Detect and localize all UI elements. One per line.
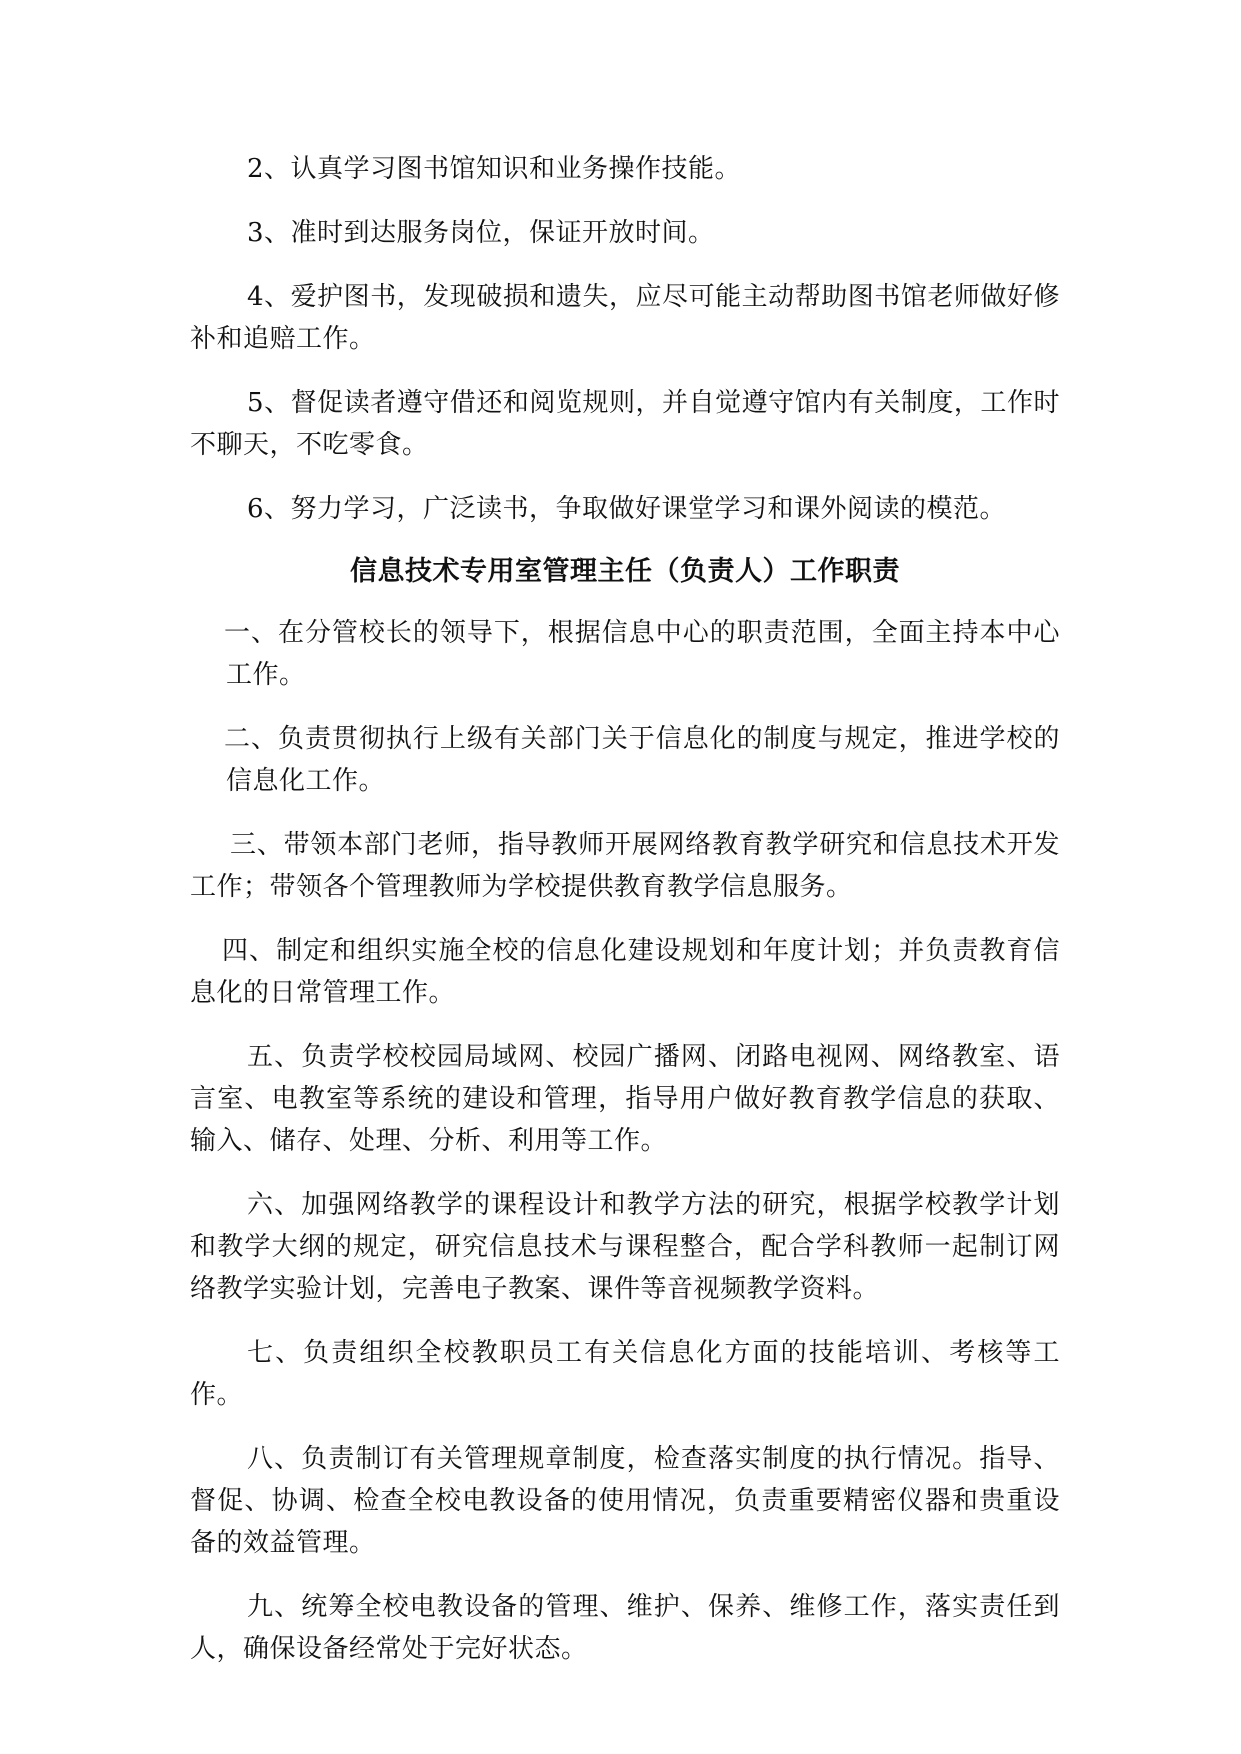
it-duty-item: 五、负责学校校园局域网、校园广播网、闭路电视网、网络教室、语言室、电教室等系统的建设和管理，指导用户做好教育教学信息的获取、输入、储存、处理、分析、利用等工作。 <box>190 1042 1060 1156</box>
it-duty-item: 四、制定和组织实施全校的信息化建设规划和年度计划；并负责教育信息化的日常管理工作。 <box>190 936 1060 1008</box>
library-duty-item: 3、准时到达服务岗位，保证开放时间。 <box>247 218 715 248</box>
it-duty-item: 二、负责贯彻执行上级有关部门关于信息化的制度与规定，推进学校的信息化工作。 <box>224 724 1060 796</box>
library-duty-item: 4、爱护图书，发现破损和遗失，应尽可能主动帮助图书馆老师做好修补和追赔工作。 <box>190 282 1060 354</box>
library-duty-item: 6、努力学习，广泛读书，争取做好课堂学习和课外阅读的模范。 <box>247 494 1007 524</box>
it-duty-item: 三、带领本部门老师，指导教师开展网络教育教学研究和信息技术开发工作；带领各个管理教师为学校提供教育教学信息服务。 <box>190 830 1060 902</box>
it-duty-item: 六、加强网络教学的课程设计和教学方法的研究，根据学校教学计划和教学大纲的规定，研究信息技术与课程整合，配合学科教师一起制订网络教学实验计划，完善电子教案、课件等音视频教学资料。 <box>190 1190 1060 1304</box>
it-duty-item: 八、负责制订有关管理规章制度，检查落实制度的执行情况。指导、督促、协调、检查全校电教设备的使用情况，负责重要精密仪器和贵重设备的效益管理。 <box>190 1444 1060 1558</box>
it-duty-list <box>190 612 1060 1670</box>
library-duty-list <box>190 148 1060 530</box>
it-duty-item: 九、统筹全校电教设备的管理、维护、保养、维修工作，落实责任到人，确保设备经常处于完好状态。 <box>190 1592 1060 1664</box>
section-title: 信息技术专用室管理主任（负责人）工作职责 <box>350 556 900 587</box>
library-duty-item: 2、认真学习图书馆知识和业务操作技能。 <box>247 154 742 184</box>
library-duty-item: 5、督促读者遵守借还和阅览规则，并自觉遵守馆内有关制度，工作时不聊天，不吃零食。 <box>190 388 1060 460</box>
it-duty-item: 一、在分管校长的领导下，根据信息中心的职责范围，全面主持本中心工作。 <box>224 618 1060 690</box>
it-duty-item: 七、负责组织全校教职员工有关信息化方面的技能培训、考核等工作。 <box>190 1338 1060 1410</box>
document-body <box>190 148 1060 1692</box>
